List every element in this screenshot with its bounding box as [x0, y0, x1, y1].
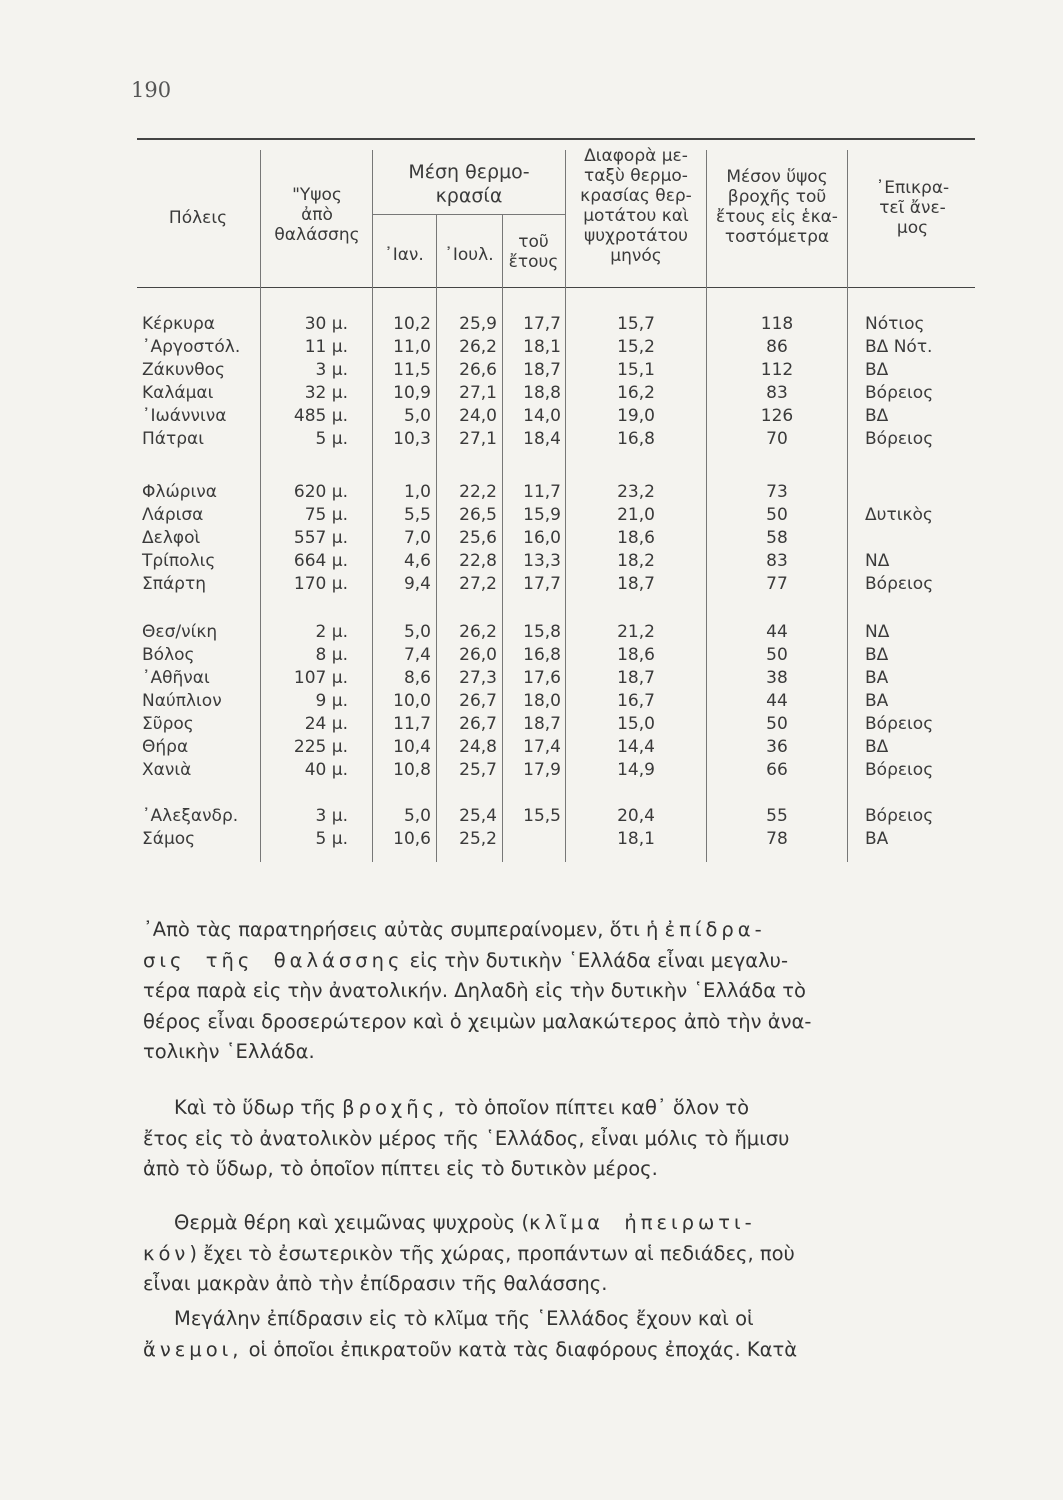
text-line: [143, 1269, 983, 1300]
cell-wind: Νότιος: [865, 314, 925, 334]
text-run: εἶναι μακρὰν ἀπὸ τὴν ἐπίδρασιν τῆς θαλάσσης.: [143, 1272, 608, 1295]
table-header-rule: [137, 287, 975, 288]
cell-city: ᾿Αθῆναι: [142, 668, 210, 688]
cell-city: Χανιὰ: [142, 760, 192, 780]
cell-altitude: 2 μ.: [315, 622, 348, 642]
cell-rainfall: 66: [766, 760, 788, 780]
cell-year: 15,8: [523, 622, 561, 642]
cell-altitude: 170 μ.: [293, 574, 348, 594]
cell-rainfall: 78: [766, 829, 788, 849]
cell-january: 11,0: [393, 337, 431, 357]
text-line: [143, 1335, 983, 1366]
cell-july: 27,1: [459, 429, 497, 449]
cell-rainfall: 58: [766, 528, 788, 548]
cell-year: 15,9: [523, 505, 561, 525]
cell-difference: 23,2: [617, 482, 655, 502]
header-rainfall: Μέσον ὕψος βροχῆς τοῦ ἔτους εἰς ἑκα- τοστόμετρα: [716, 167, 838, 247]
cell-difference: 15,1: [617, 360, 655, 380]
cell-altitude: 557 μ.: [293, 528, 348, 548]
cell-july: 27,3: [459, 668, 497, 688]
text-line: [143, 915, 983, 946]
cell-year: 16,0: [523, 528, 561, 548]
cell-july: 25,9: [459, 314, 497, 334]
cell-difference: 15,2: [617, 337, 655, 357]
cell-city: Θεσ/νίκη: [142, 622, 218, 642]
cell-rainfall: 44: [766, 622, 788, 642]
cell-january: 7,0: [403, 528, 431, 548]
cell-difference: 16,8: [617, 429, 655, 449]
cell-rainfall: 73: [766, 482, 788, 502]
cell-rainfall: 50: [766, 505, 788, 525]
cell-rainfall: 50: [766, 714, 788, 734]
cell-july: 26,2: [459, 337, 497, 357]
cell-year: 17,4: [523, 737, 561, 757]
cell-difference: 18,2: [617, 551, 655, 571]
text-run: ἀπὸ τὸ ὕδωρ, τὸ ὁποῖον πίπτει εἰς τὸ δυτικὸν μέρος.: [143, 1157, 658, 1180]
cell-year: 17,7: [523, 574, 561, 594]
cell-july: 25,2: [459, 829, 497, 849]
text-line: [143, 1208, 983, 1239]
text-line: [143, 1124, 983, 1155]
header-july: ᾿Ιουλ.: [444, 245, 494, 265]
cell-wind: Βόρειος: [865, 760, 934, 780]
cell-january: 10,0: [393, 691, 431, 711]
cell-difference: 15,0: [617, 714, 655, 734]
cell-wind: Βόρειος: [865, 429, 934, 449]
cell-altitude: 40 μ.: [304, 760, 348, 780]
paragraph: [143, 1304, 983, 1365]
cell-january: 10,9: [393, 383, 431, 403]
cell-wind: ΒΔ: [865, 645, 889, 665]
text-run: οἱ ὁποῖοι ἐπικρατοῦν κατὰ τὰς διαφόρους ἐποχάς. Κατὰ: [242, 1337, 798, 1361]
cell-wind: ΒΑ: [865, 829, 889, 849]
cell-year: 18,7: [523, 714, 561, 734]
text-line: [143, 1154, 983, 1185]
cell-july: 25,4: [459, 806, 497, 826]
cell-altitude: 8 μ.: [315, 645, 348, 665]
cell-difference: 18,7: [617, 574, 655, 594]
cell-difference: 21,0: [617, 505, 655, 525]
cell-altitude: 9 μ.: [315, 691, 348, 711]
cell-january: 9,4: [403, 574, 431, 594]
cell-july: 24,8: [459, 737, 497, 757]
text-line: [143, 976, 983, 1007]
cell-july: 26,6: [459, 360, 497, 380]
cell-july: 25,6: [459, 528, 497, 548]
cell-year: 15,5: [523, 806, 561, 826]
cell-january: 5,0: [403, 622, 431, 642]
cell-year: 17,9: [523, 760, 561, 780]
cell-january: 10,6: [393, 829, 431, 849]
spaced-emphasis-text: κλῖμα ἠπειρωτι-: [529, 1211, 756, 1234]
cell-wind: ΒΔ Νότ.: [865, 337, 933, 357]
cell-altitude: 3 μ.: [315, 806, 348, 826]
text-run: τὸ ὁποῖον πίπτει καθ᾿ ὅλον τὸ: [448, 1096, 750, 1119]
text-run: ᾿Απὸ τὰς παρατηρήσεις αὐτὰς συμπεραίνομεν, ὅτι ἡ: [143, 918, 665, 941]
cell-january: 10,4: [393, 737, 431, 757]
cell-rainfall: 55: [766, 806, 788, 826]
cell-difference: 15,7: [617, 314, 655, 334]
cell-city: ᾿Ιωάννινα: [142, 406, 227, 426]
cell-city: ᾿Αργοστόλ.: [142, 337, 241, 357]
cell-rainfall: 44: [766, 691, 788, 711]
header-mean-temperature: Μέση θερμο- κρασία: [408, 161, 530, 207]
cell-year: 17,6: [523, 668, 561, 688]
cell-rainfall: 38: [766, 668, 788, 688]
spaced-emphasis-text: ἄνεμοι,: [143, 1337, 243, 1361]
cell-january: 5,5: [403, 505, 431, 525]
cell-city: Λάρισα: [142, 505, 204, 525]
cell-july: 26,7: [459, 714, 497, 734]
spaced-emphasis-text: ἐπίδρα-: [664, 918, 766, 941]
cell-year: 14,0: [523, 406, 561, 426]
cell-rainfall: 36: [766, 737, 788, 757]
cell-rainfall: 77: [766, 574, 788, 594]
cell-altitude: 32 μ.: [304, 383, 348, 403]
cell-rainfall: 70: [766, 429, 788, 449]
cell-wind: ΒΔ: [865, 737, 889, 757]
cell-wind: Βόρειος: [865, 714, 934, 734]
cell-city: Θήρα: [142, 737, 189, 757]
text-line: [143, 1304, 983, 1335]
spaced-emphasis-text: βροχῆς,: [342, 1096, 449, 1119]
cell-city: Ζάκυνθος: [142, 360, 225, 380]
cell-city: Σάμος: [142, 829, 196, 849]
cell-altitude: 24 μ.: [304, 714, 348, 734]
cell-difference: 21,2: [617, 622, 655, 642]
cell-wind: ΝΔ: [865, 551, 890, 571]
cell-rainfall: 83: [766, 551, 788, 571]
text-line: [143, 946, 983, 977]
cell-january: 7,4: [403, 645, 431, 665]
cell-altitude: 75 μ.: [304, 505, 348, 525]
cell-city: Πάτραι: [142, 429, 204, 449]
cell-rainfall: 86: [766, 337, 788, 357]
cell-rainfall: 118: [760, 314, 794, 334]
cell-city: Ναύπλιον: [142, 691, 222, 711]
cell-altitude: 5 μ.: [315, 429, 348, 449]
cell-altitude: 107 μ.: [293, 668, 348, 688]
cell-year: 18,0: [523, 691, 561, 711]
cell-january: 8,6: [403, 668, 431, 688]
cell-year: 18,8: [523, 383, 561, 403]
cell-difference: 16,2: [617, 383, 655, 403]
cell-wind: ΒΔ: [865, 360, 889, 380]
cell-city: Σπάρτη: [142, 574, 206, 594]
text-run: Μεγάλην ἐπίδρασιν εἰς τὸ κλῖμα τῆς ῾Ελλάδος ἔχουν καὶ οἱ: [143, 1307, 754, 1330]
cell-july: 27,2: [459, 574, 497, 594]
cell-difference: 20,4: [617, 806, 655, 826]
cell-difference: 16,7: [617, 691, 655, 711]
cell-rainfall: 50: [766, 645, 788, 665]
header-altitude: "Υψος ἀπὸ θαλάσσης: [274, 185, 360, 245]
cell-january: 5,0: [403, 806, 431, 826]
text-run: τέρα παρὰ εἰς τὴν ἀνατολικήν. Δηλαδὴ εἰς τὴν δυτικὴν ῾Ελλάδα τὸ: [143, 979, 806, 1002]
cell-wind: Βόρειος: [865, 806, 934, 826]
text-run: Καὶ τὸ ὕδωρ τῆς: [143, 1096, 343, 1119]
cell-altitude: 664 μ.: [293, 551, 348, 571]
cell-wind: Βόρειος: [865, 574, 934, 594]
cell-rainfall: 83: [766, 383, 788, 403]
cell-city: Κέρκυρα: [142, 314, 215, 334]
cell-wind: ΒΑ: [865, 668, 889, 688]
header-temperature-difference: Διαφορὰ με- ταξὺ θερμο- κρασίας θερ- μοτάτου καὶ ψυχροτάτου μηνός: [580, 146, 692, 266]
header-year: τοῦ ἔτους: [508, 232, 559, 272]
col-divider: [847, 150, 848, 862]
col-divider: [260, 150, 261, 862]
cell-altitude: 5 μ.: [315, 829, 348, 849]
cell-year: 18,7: [523, 360, 561, 380]
header-january: ᾿Ιαν.: [384, 245, 424, 265]
cell-july: 22,8: [459, 551, 497, 571]
temp-sub-rule: [372, 214, 565, 215]
cell-july: 26,7: [459, 691, 497, 711]
cell-july: 26,2: [459, 622, 497, 642]
cell-july: 25,7: [459, 760, 497, 780]
spaced-emphasis-text: σις τῆς θαλάσσης: [143, 948, 404, 972]
cell-rainfall: 112: [760, 360, 794, 380]
cell-wind: Βόρειος: [865, 383, 934, 403]
cell-city: Σῦρος: [142, 714, 194, 734]
text-run: ἔτος εἰς τὸ ἀνατολικὸν μέρος τῆς ῾Ελλάδος, εἶναι μόλις τὸ ἥμισυ: [143, 1126, 790, 1150]
cell-altitude: 3 μ.: [315, 360, 348, 380]
spaced-emphasis-text: κόν: [143, 1241, 190, 1265]
cell-january: 10,3: [393, 429, 431, 449]
cell-year: 18,1: [523, 337, 561, 357]
header-prevailing-wind: ᾿Επικρα- τεῖ ἄνε- μος: [875, 178, 950, 238]
cell-altitude: 30 μ.: [304, 314, 348, 334]
cell-difference: 18,6: [617, 528, 655, 548]
cell-july: 26,0: [459, 645, 497, 665]
cell-wind: ΝΔ: [865, 622, 890, 642]
paragraph: [143, 1208, 983, 1300]
text-line: [143, 1037, 983, 1068]
cell-july: 26,5: [459, 505, 497, 525]
text-run: Θερμὰ θέρη καὶ χειμῶνας ψυχροὺς (: [143, 1211, 530, 1234]
cell-wind: ΒΑ: [865, 691, 889, 711]
cell-altitude: 485 μ.: [293, 406, 348, 426]
cell-city: Τρίπολις: [142, 551, 216, 571]
table-top-rule: [137, 138, 975, 140]
cell-january: 1,0: [403, 482, 431, 502]
page-number: 190: [131, 78, 172, 102]
cell-city: Φλώρινα: [142, 482, 217, 502]
cell-january: 11,5: [393, 360, 431, 380]
cell-difference: 14,4: [617, 737, 655, 757]
header-city: Πόλεις: [168, 208, 228, 228]
cell-difference: 18,1: [617, 829, 655, 849]
cell-january: 5,0: [403, 406, 431, 426]
cell-difference: 14,9: [617, 760, 655, 780]
cell-rainfall: 126: [760, 406, 794, 426]
cell-january: 11,7: [393, 714, 431, 734]
cell-city: Βόλος: [142, 645, 195, 665]
cell-year: 13,3: [523, 551, 561, 571]
cell-city: Καλάμαι: [142, 383, 214, 403]
text-run: τολικὴν ῾Ελλάδα.: [143, 1040, 315, 1063]
text-run: ) ἔχει τὸ ἐσωτερικὸν τῆς χώρας, προπάντων αἱ πεδιάδες, ποὺ: [189, 1241, 795, 1265]
text-line: [143, 1093, 983, 1124]
cell-july: 27,1: [459, 383, 497, 403]
cell-difference: 18,6: [617, 645, 655, 665]
cell-january: 10,2: [393, 314, 431, 334]
cell-altitude: 225 μ.: [293, 737, 348, 757]
paragraph: [143, 1093, 983, 1185]
cell-difference: 18,7: [617, 668, 655, 688]
cell-year: 18,4: [523, 429, 561, 449]
paragraph: [143, 915, 983, 1068]
text-line: [143, 1239, 983, 1270]
cell-altitude: 620 μ.: [293, 482, 348, 502]
cell-july: 22,2: [459, 482, 497, 502]
cell-city: ᾿Αλεξανδρ.: [142, 806, 239, 826]
cell-year: 11,7: [523, 482, 561, 502]
cell-altitude: 11 μ.: [304, 337, 348, 357]
cell-city: Δελφοὶ: [142, 528, 201, 548]
cell-january: 10,8: [393, 760, 431, 780]
text-run: θέρος εἶναι δροσερώτερον καὶ ὁ χειμὼν μαλακώτερος ἀπὸ τὴν ἀνα-: [143, 1009, 812, 1033]
cell-year: 17,7: [523, 314, 561, 334]
cell-wind: ΒΔ: [865, 406, 889, 426]
text-run: εἰς τὴν δυτικὴν ῾Ελλάδα εἶναι μεγαλυ-: [403, 948, 788, 972]
cell-july: 24,0: [459, 406, 497, 426]
cell-january: 4,6: [403, 551, 431, 571]
cell-difference: 19,0: [617, 406, 655, 426]
cell-year: 16,8: [523, 645, 561, 665]
cell-wind: Δυτικὸς: [865, 505, 933, 525]
text-line: [143, 1007, 983, 1038]
